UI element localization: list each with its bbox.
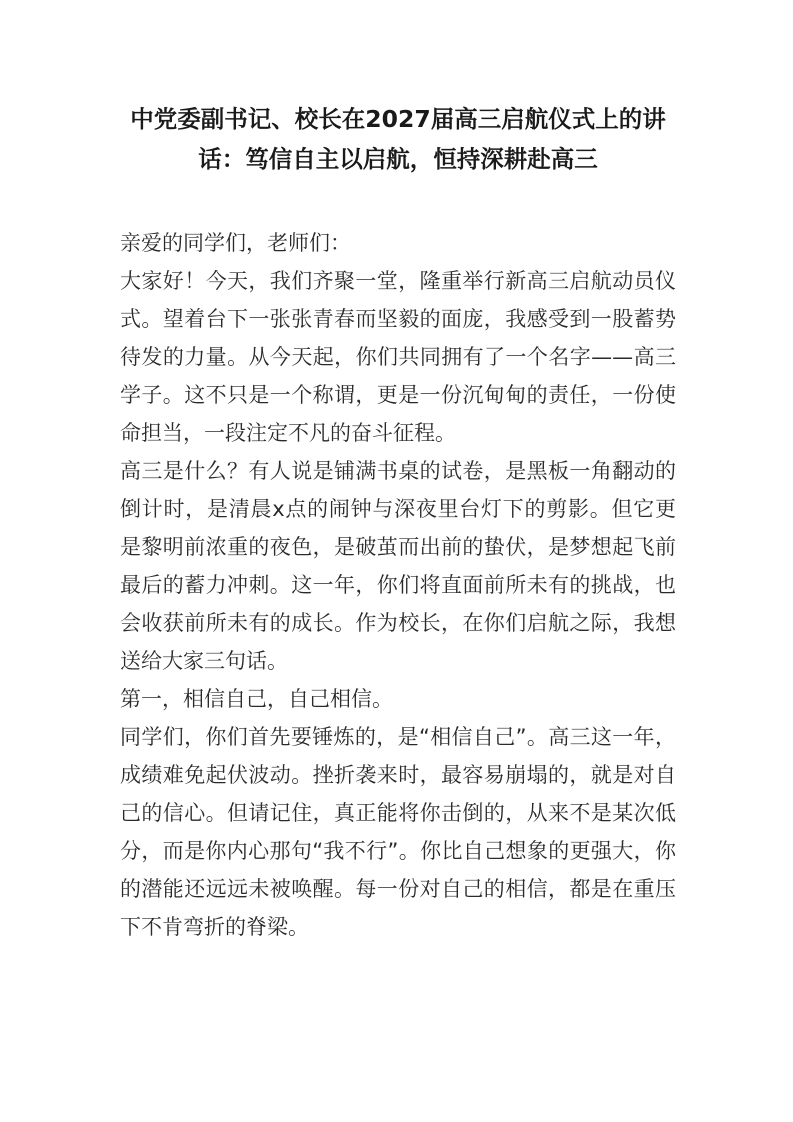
document-title bbox=[120, 99, 676, 179]
title-line-1: 中党委副书记、校长在2027届高三启航仪式上的讲 bbox=[130, 105, 666, 133]
first-point-paragraph: 同学们，你们首先要锤炼的，是“相信自己”。高三这一年，成绩难免起伏波动。挫折袭来时，最容易崩塌的，就是对自己的信心。但请记住，真正能将你击倒的，从来不是某次低分，而是你内心那句“我不行”。你比自己想象的更强大，你的潜能还远远未被唤醒。每一份对自己的相信，都是在重压下不肯弯折的脊梁。 bbox=[120, 725, 676, 939]
document-body bbox=[120, 224, 676, 946]
greeting-paragraph: 大家好！今天，我们齐聚一堂，隆重举行新高三启航动员仪式。望着台下一张张青春而坚毅的面庞，我感受到一股蓄势待发的力量。从今天起，你们共同拥有了一个名字——高三学子。这不只是一个称谓，更是一份沉甸甸的责任，一份使命担当，一段注定不凡的奋斗征程。 bbox=[120, 269, 676, 445]
title-line-2: 话：笃信自主以启航，恒持深耕赴高三 bbox=[198, 145, 598, 173]
senior-year-paragraph: 高三是什么？有人说是铺满书桌的试卷，是黑板一角翻动的倒计时，是清晨x点的闹钟与深夜里台灯下的剪影。但它更是黎明前浓重的夜色，是破茧而出前的蛰伏，是梦想起飞前最后的蓄力冲刺。这一年，你们将直面前所未有的挑战，也会收获前所未有的成长。作为校长，在你们启航之际，我想送给大家三句话。 bbox=[120, 459, 676, 673]
first-point-heading: 第一，相信自己，自己相信。 bbox=[120, 687, 393, 711]
salutation-paragraph: 亲爱的同学们，老师们： bbox=[120, 231, 351, 255]
